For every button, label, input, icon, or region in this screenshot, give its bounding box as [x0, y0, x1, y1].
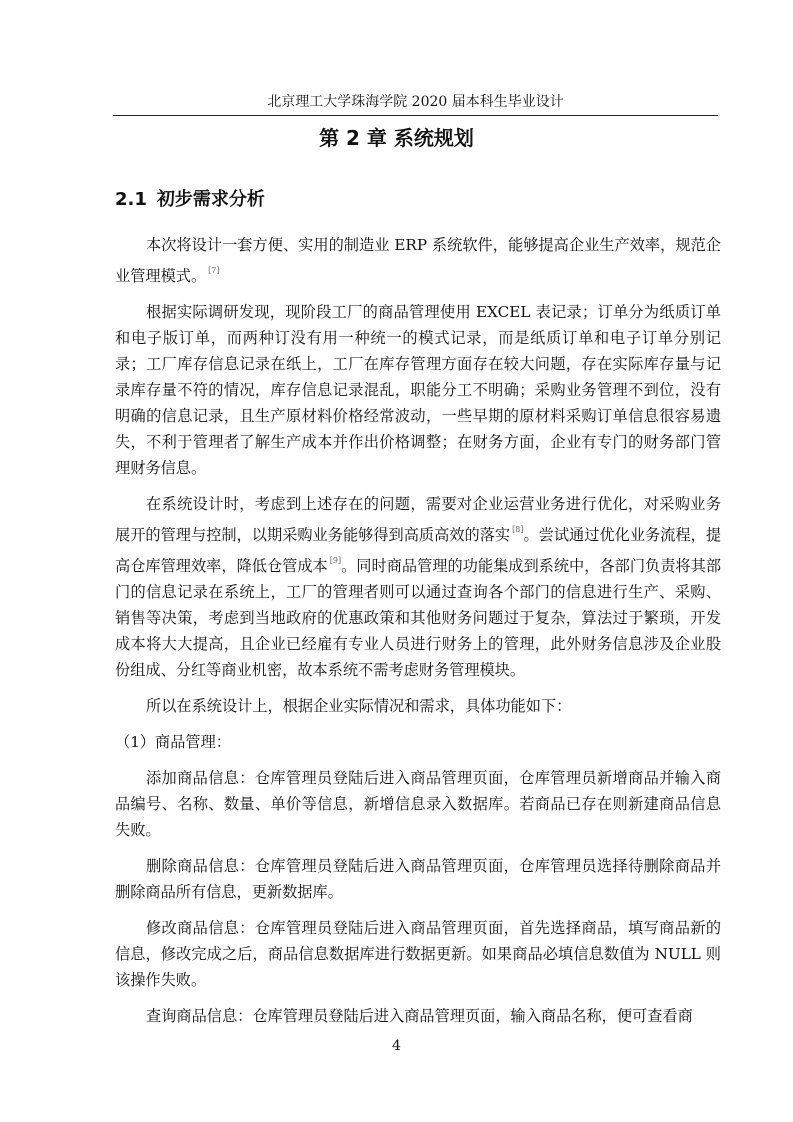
running-header: 北京理工大学珠海学院 2020 届本科生毕业设计	[267, 94, 564, 110]
paragraph: 添加商品信息：仓库管理员登陆后进入商品管理页面，仓库管理员新增商品并输入商品编号、名称、数量、单价等信息，新增信息录入数据库。若商品已存在则新建商品信息失败。	[115, 769, 721, 839]
paragraph: 修改商品信息：仓库管理员登陆后进入商品管理页面，首先选择商品，填写商品新的信息，修改完成之后，商品信息数据库进行数据更新。如果商品必填信息数值为 NULL 则该操作失败。	[115, 919, 721, 989]
paragraph	[115, 491, 721, 683]
chapter-title: 第 2 章 系统规划	[319, 126, 474, 150]
page-number: 4	[392, 1038, 401, 1054]
paragraph-text: 在系统设计时，考虑到上述存在的问题，需要对企业运营业务进行优化，对采购业务展开的管理与控制，以期采购业务能够得到高质高效的落实	[115, 495, 721, 544]
header-rule	[113, 115, 718, 116]
paragraph: 根据实际调研发现，现阶段工厂的商品管理使用 EXCEL 表记录；订单分为纸质订单和电子版订单，而两种订没有用一种统一的模式记录，而是纸质订单和电子订单分别记录；工厂库存信息记录在纸上，工厂在库存管理方面存在较大问题，存在实际库存量与记录库存量不符的情况，库存信息记录混乱，职能分工不明确；采购业务管理不到位，没有明确的信息记录，且生产原材料价格经常波动，一些早期的原材料采购订单信息很容易遗失，不利于管理者了解生产成本并作出价格调整；在财务方面，企业有专门的财务部门管理财务信息。	[115, 303, 721, 477]
citation: [8]	[512, 525, 524, 534]
paragraph-text: 。同时商品管理的功能集成到系统中，各部门负责将其部门的信息记录在系统上，工厂的管理者则可以通过查询各个部门的信息进行生产、采购、销售等决策，考虑到当地政府的优惠政策和其他财务问题过于复杂，算法过于繁琐，开发成本将大大提高，且企业已经雇有专业人员进行财务上的管理，此外财务信息涉及企业股份组成、分红等商业机密，故本系统不需考虑财务管理模块。	[115, 557, 722, 679]
citation: [9]	[329, 556, 342, 565]
paragraph: 所以在系统设计上，根据企业实际情况和需求，具体功能如下：	[146, 697, 572, 715]
paragraph-text: 本次将设计一套方便、实用的制造业 ERP 系统软件，能够提高企业生产效率，规范企业管理模式。	[115, 236, 721, 285]
section-title: 初步需求分析	[156, 189, 265, 210]
list-heading: （1）商品管理：	[115, 733, 231, 751]
section-heading	[115, 187, 265, 213]
body-text	[115, 232, 721, 1039]
paragraph: 删除商品信息：仓库管理员登陆后进入商品管理页面，仓库管理员选择待删除商品并删除商品所有信息，更新数据库。	[115, 857, 721, 901]
paragraph: 查询商品信息：仓库管理员登陆后进入商品管理页面，输入商品名称，便可查看商	[146, 1007, 693, 1025]
paragraph	[115, 232, 721, 289]
section-number: 2.1	[115, 189, 147, 210]
paragraph-text: 。尝试通过优化业务流程，提高仓库管理效率，降低仓管成本	[115, 526, 722, 575]
citation: [7]	[208, 266, 220, 275]
